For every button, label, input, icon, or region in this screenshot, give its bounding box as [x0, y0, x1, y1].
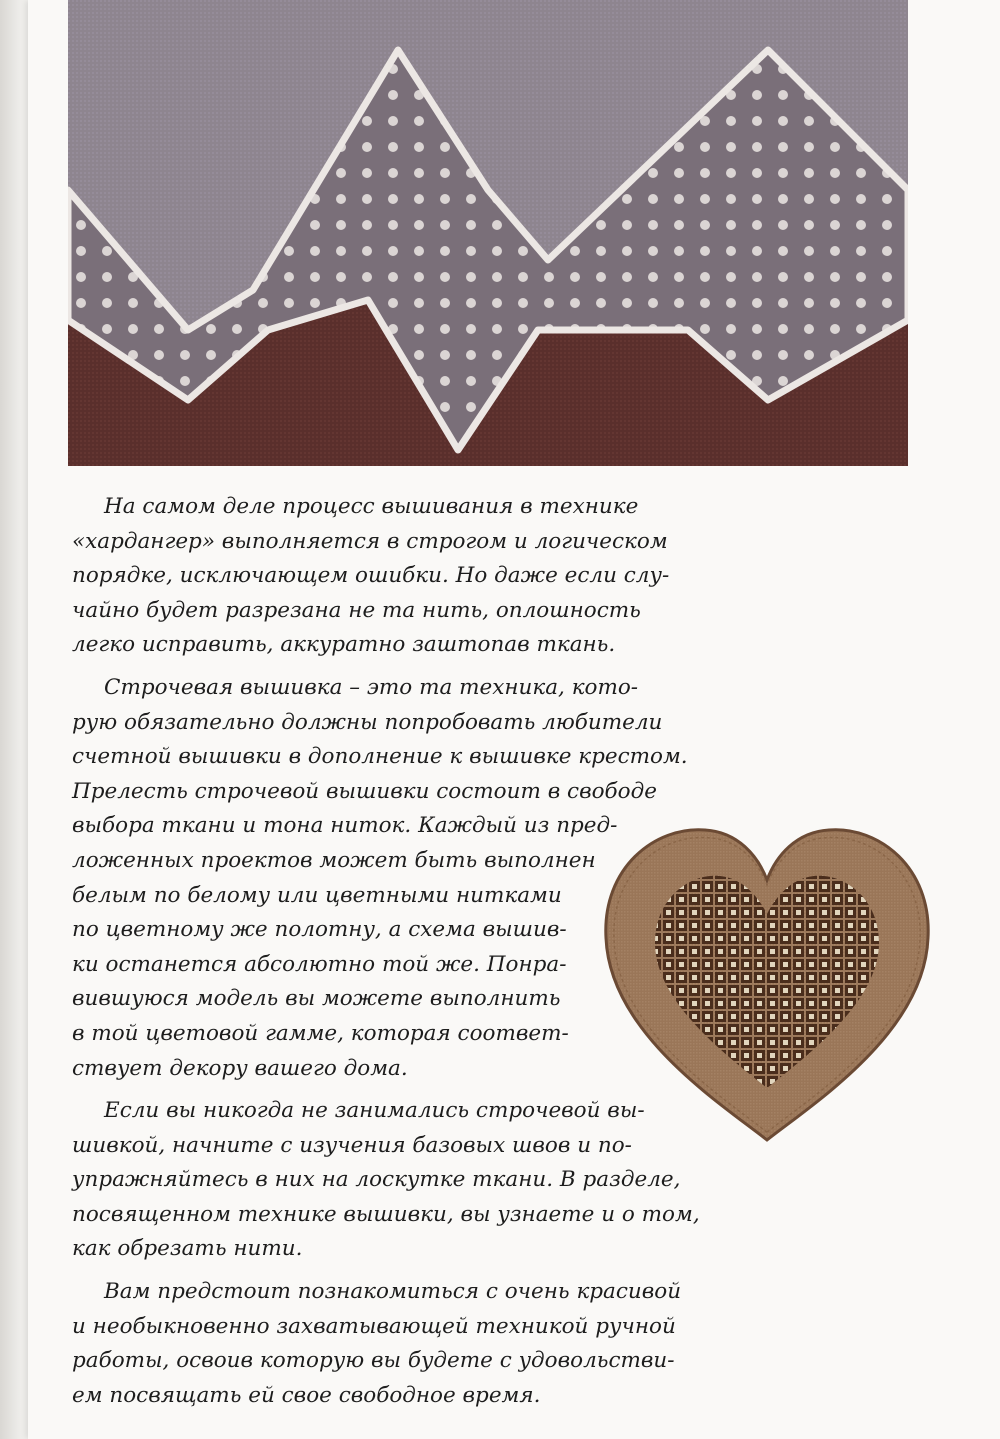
heart-shape [606, 830, 928, 1140]
text-line: посвященном технике вышивки, вы узнаете и о том, [72, 1201, 700, 1227]
text-line: белым по белому или цветными нитками [72, 882, 562, 908]
article-text [72, 490, 700, 1413]
text-line: шивкой, начните с изучения базовых швов и по- [72, 1132, 632, 1158]
text-line: чайно будет разрезана не та нить, оплошность [72, 597, 641, 623]
text-line: по цветному же полотну, а схема вышив- [72, 917, 567, 943]
hardanger-lace-photo [68, 0, 908, 466]
text-line: порядке, исключающем ошибки. Но даже если слу- [72, 563, 670, 589]
text-line: в той цветовой гамме, которая соответ- [72, 1020, 569, 1046]
text-line: выбора ткани и тона ниток. Каждый из пред- [72, 813, 618, 839]
hardanger-heart-photo [600, 818, 935, 1148]
text-line: ем посвящать ей свое свободное время. [72, 1382, 541, 1408]
text-line: вившуюся модель вы можете выполнить [72, 986, 561, 1012]
text-line: Прелесть строчевой вышивки состоит в свободе [72, 778, 657, 804]
text-line: упражняйтесь в них на лоскутке ткани. В разделе, [72, 1167, 681, 1193]
text-line: На самом деле процесс вышивания в технике [104, 494, 639, 519]
book-spine [0, 0, 30, 1439]
text-line: легко исправить, аккуратно заштопав ткань. [72, 632, 616, 658]
text-line: Строчевая вышивка – это та техника, кото- [104, 674, 639, 700]
text-line: «хардангер» выполняется в строгом и логическом [72, 528, 668, 554]
text-line: и необыкновенно захватывающей техникой ручной [72, 1313, 676, 1339]
text-line: счетной вышивки в дополнение к вышивке крестом. [72, 744, 688, 770]
text-line: рую обязательно должны попробовать любители [72, 709, 663, 735]
text-line: как обрезать нити. [72, 1236, 303, 1262]
text-line: работы, освоив которую вы будете с удовольстви- [72, 1348, 675, 1374]
text-line: Если вы никогда не занимались строчевой вы- [104, 1098, 645, 1124]
text-line: ствует декору вашего дома. [72, 1055, 408, 1081]
text-line: ки останется абсолютно той же. Понра- [72, 951, 567, 977]
text-line: Вам предстоит познакомиться с очень красивой [104, 1279, 682, 1305]
text-line: ложенных проектов может быть выполнен [72, 847, 596, 873]
